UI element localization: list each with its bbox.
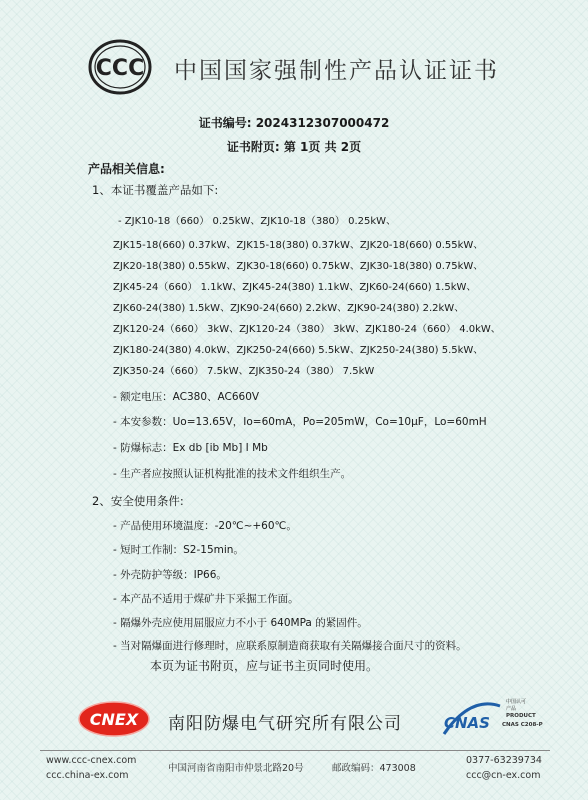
cnex-logo-text: CNEX	[89, 710, 139, 729]
document-title: 中国国家强制性产品认证证书	[174, 58, 499, 84]
explosion-proof-mark: - 防爆标志：Ex db [ib Mb] I Mb	[113, 442, 268, 454]
model-line: ZJK60-24(380) 1.5kW、ZJK90-24(660) 2.2kW、ZJK90-24(380) 2.2kW、	[113, 303, 465, 314]
cnas-code: CNAS C208-P	[502, 722, 543, 728]
rated-voltage: - 额定电压：AC380、AC660V	[113, 391, 260, 403]
attachment-page-info: 第 1页 共 2页	[283, 140, 362, 154]
product-info-heading: 产品相关信息:	[88, 162, 165, 176]
duty-type: - 短时工作制：S2-15min。	[113, 544, 244, 556]
section-1-heading: 1、本证书覆盖产品如下:	[92, 183, 219, 197]
attachment-note: 本页为证书附页，应与证书主页同时使用。	[150, 659, 379, 673]
cnex-logo	[78, 700, 150, 738]
cnas-small-text: PRODUCT	[506, 713, 536, 719]
certificate-number: 2024312307000472	[255, 116, 390, 130]
model-line: ZJK15-18(660) 0.37kW、ZJK15-18(380) 0.37kW、ZJK20-18(660) 0.55kW、	[113, 240, 484, 251]
model-line: ZJK350-24（660） 7.5kW、ZJK350-24（380） 7.5kW	[113, 366, 375, 377]
attachment-page-row	[0, 138, 588, 155]
certificate-number-label: 证书编号:	[198, 116, 252, 130]
website-2: ccc.china-ex.com	[46, 770, 129, 781]
ambient-temperature: - 产品使用环境温度：-20℃~+60℃。	[113, 520, 297, 532]
intrinsic-safety-params: - 本安参数：Uo=13.65V，Io=60mA，Po=205mW，Co=10μF，Lo=60mH	[113, 416, 487, 428]
mining-restriction: - 本产品不适用于煤矿井下采掘工作面。	[113, 593, 299, 605]
address: 中国河南省南阳市仲景北路20号	[168, 763, 304, 774]
model-line: ZJK120-24（660） 3kW、ZJK120-24（380） 3kW、ZJK180-24（660） 4.0kW、	[113, 324, 501, 335]
section-2-heading: 2、安全使用条件:	[92, 494, 184, 508]
fastener-requirement: - 隔爆外壳应使用屈服应力不小于 640MPa 的紧固件。	[113, 617, 368, 629]
model-line: ZJK20-18(380) 0.55kW、ZJK30-18(660) 0.75kW、ZJK30-18(380) 0.75kW、	[113, 261, 484, 272]
postcode: 邮政编码：473008	[332, 763, 416, 774]
repair-requirement: - 当对隔爆面进行修理时，应联系原制造商获取有关隔爆接合面尺寸的资料。	[113, 640, 467, 652]
cnas-small-text: 产品	[506, 706, 517, 712]
institute-name: 南阳防爆电气研究所有限公司	[168, 714, 402, 734]
model-line: ZJK45-24（660） 1.1kW、ZJK45-24(380) 1.1kW、ZJK60-24(660) 1.5kW、	[113, 282, 477, 293]
ccc-logo-text: CCC	[95, 56, 145, 81]
attachment-page-label: 证书附页:	[226, 140, 280, 154]
cnas-logo-text: CNAS	[444, 714, 490, 732]
cnas-logo	[440, 694, 544, 746]
certificate-number-row	[0, 114, 588, 131]
ip-rating: - 外壳防护等级：IP66。	[113, 569, 227, 581]
footer-divider	[40, 750, 550, 751]
phone: 0377-63239734	[466, 755, 542, 766]
cnas-small-text: 中国认可	[506, 699, 527, 705]
website-1: www.ccc-cnex.com	[46, 755, 137, 766]
model-line: - ZJK10-18（660） 0.25kW、ZJK10-18（380） 0.25kW、	[118, 216, 397, 227]
email: ccc@cn-ex.com	[466, 770, 541, 781]
ccc-logo	[88, 38, 152, 96]
model-line: ZJK180-24(380) 4.0kW、ZJK250-24(660) 5.5kW、ZJK250-24(380) 5.5kW、	[113, 345, 484, 356]
production-requirement: - 生产者应按照认证机构批准的技术文件组织生产。	[113, 468, 352, 480]
